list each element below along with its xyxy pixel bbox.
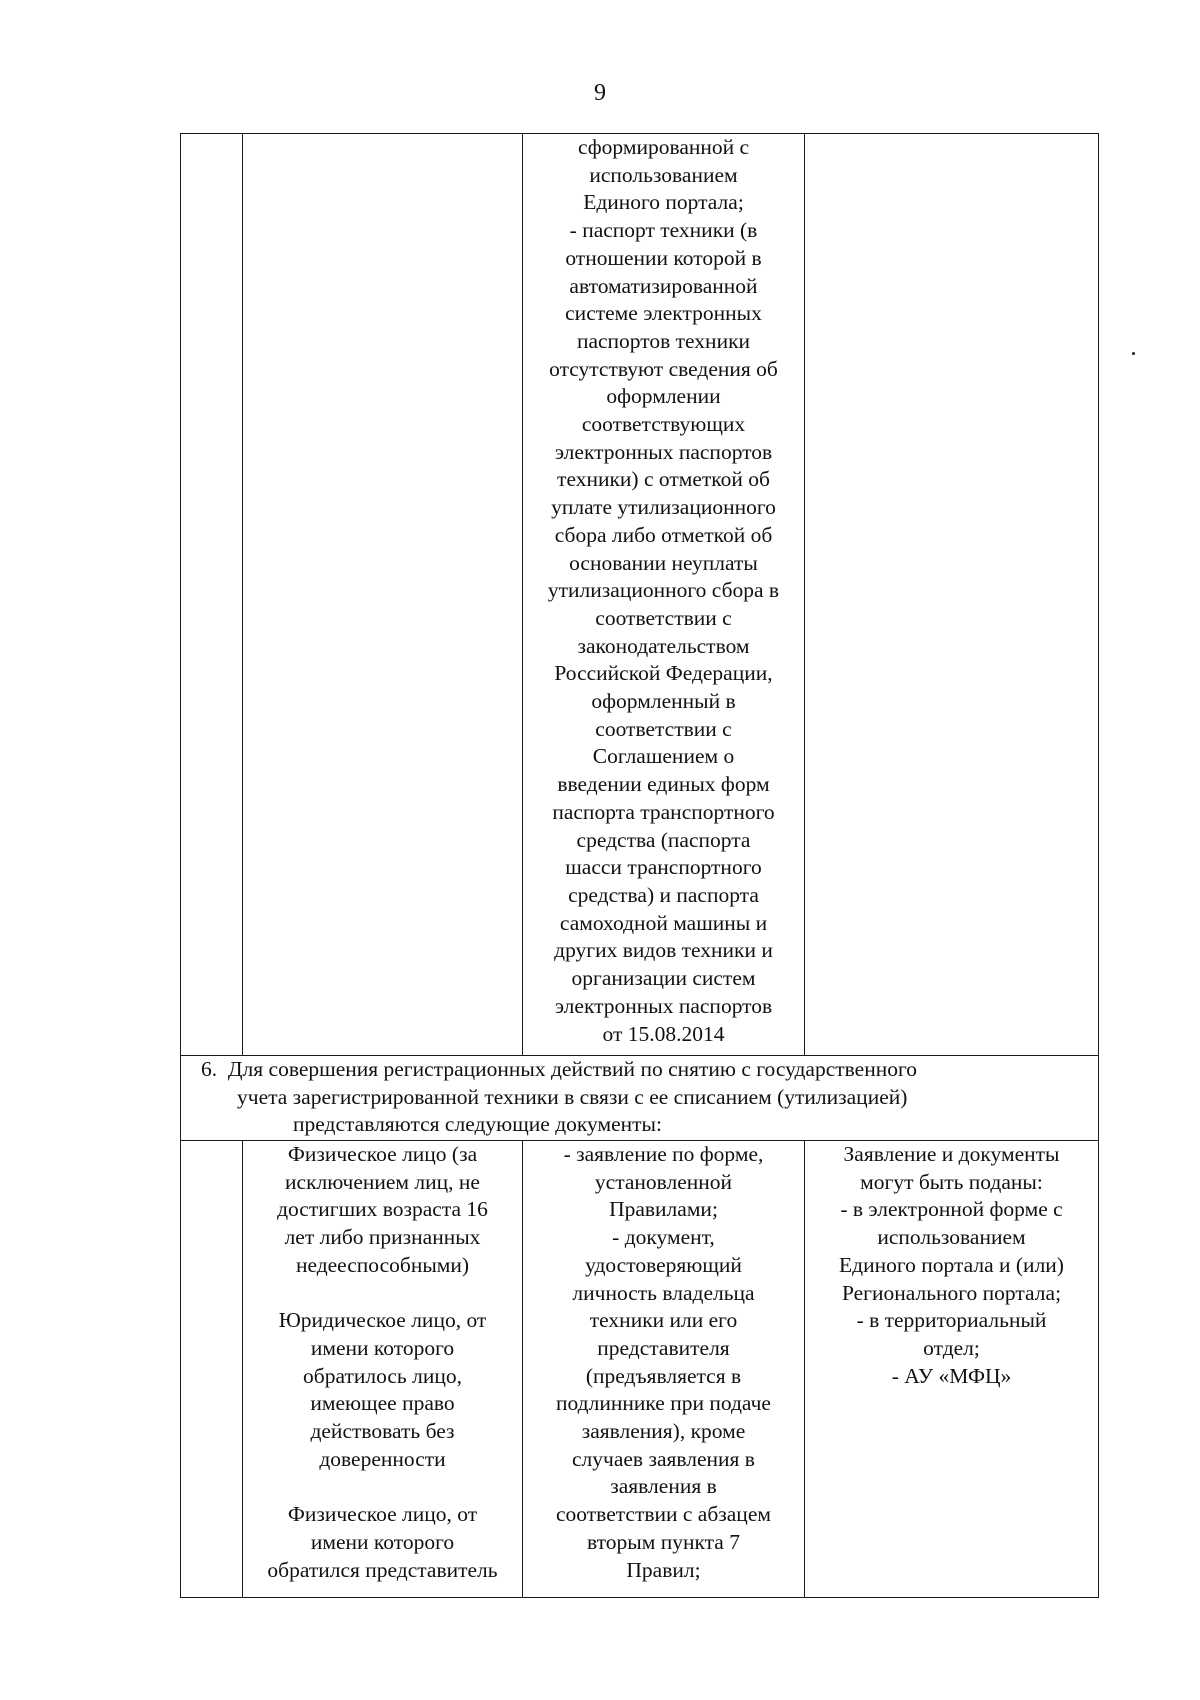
documents-text-line: самоходной машины и — [559, 910, 768, 935]
documents-text-line: от 15.08.2014 — [602, 1021, 725, 1046]
documents-text-line: введении единых форм — [557, 772, 770, 797]
documents-text-line: - документ, — [612, 1225, 715, 1250]
documents-text-line: соответствии с абзацем — [556, 1502, 771, 1527]
applicant-text-line: доверенности — [319, 1446, 446, 1471]
cell-submission-empty — [805, 134, 1099, 1056]
page-number: 9 — [594, 80, 606, 106]
applicant-text-line: действовать без — [310, 1419, 455, 1444]
submission-text-line: - в территориальный — [856, 1308, 1047, 1333]
documents-text-line: установленной — [594, 1169, 733, 1194]
cell-documents — [523, 1141, 805, 1598]
documents-text-line: паспорта транспортного — [552, 799, 775, 824]
applicant-text-line: обратилось лицо, — [303, 1363, 462, 1388]
documents-text-line: соответствующих — [581, 412, 746, 437]
documents-text-line: удостоверяющий — [585, 1252, 742, 1277]
documents-text-line: автоматизированной — [569, 273, 758, 298]
section-6-line-2: учета зарегистрированной техники в связи с ее списанием (утилизацией) — [237, 1084, 908, 1109]
documents-text-line: техники или его — [589, 1308, 738, 1333]
applicant-text-line: Юридическое лицо, от — [278, 1308, 487, 1333]
submission-text-line: Заявление и документы — [843, 1142, 1060, 1166]
table-row-continuation — [181, 134, 1099, 1056]
documents-text-line: паспортов техники — [576, 328, 751, 353]
paragraph-gap — [247, 1280, 518, 1308]
scan-speck — [1132, 352, 1135, 355]
applicant-text-line: имеющее право — [310, 1391, 455, 1416]
submission-text-line: отдел; — [923, 1335, 980, 1360]
documents-text-line: оформленный в — [591, 689, 736, 714]
documents-text-line: средства (паспорта — [576, 827, 751, 852]
submission-text-line: Единого портала и (или) — [839, 1252, 1064, 1277]
applicant-text-line: имени которого — [310, 1335, 455, 1360]
applicant-text-line: лет либо признанных — [284, 1225, 481, 1250]
submission-text-line: - в электронной форме с — [840, 1197, 1063, 1222]
document-table — [180, 133, 1099, 1598]
documents-text-line: Единого портала; — [583, 190, 744, 215]
section-6-number: 6. — [201, 1057, 218, 1081]
cell-number-empty-2 — [181, 1141, 243, 1598]
documents-text-line: соответствии с — [595, 716, 732, 741]
applicant-text-line: имени которого — [310, 1529, 455, 1554]
paragraph-gap — [247, 1473, 518, 1501]
documents-text-line: представителя — [597, 1335, 730, 1360]
cell-applicants — [243, 1141, 523, 1598]
cell-documents-continuation — [523, 134, 805, 1056]
documents-text-line: Российской Федерации, — [554, 661, 773, 686]
documents-text-line: Соглашением о — [592, 744, 735, 769]
documents-text-line: - заявление по форме, — [563, 1142, 764, 1166]
documents-text-line: отсутствуют сведения об — [549, 356, 778, 381]
documents-text-line: личность владельца — [572, 1280, 755, 1305]
cell-applicant-empty — [243, 134, 523, 1056]
documents-text-line: заявления в — [610, 1474, 717, 1499]
documents-text-line: основании неуплаты — [569, 550, 758, 575]
submission-text-line: Регионального портала; — [841, 1280, 1062, 1305]
documents-text-line: законодательством — [577, 633, 750, 658]
submission-text-line: использованием — [877, 1225, 1026, 1250]
section-6-line-3: представляются следующие документы: — [293, 1112, 662, 1137]
documents-text-line: вторым пункта 7 — [587, 1529, 740, 1554]
table-row-6-details — [181, 1141, 1099, 1598]
section-6-line-1 — [201, 1056, 1088, 1084]
documents-text-line: отношении которой в — [565, 245, 762, 270]
section-6-heading — [201, 1056, 1088, 1139]
documents-text-line: организации систем — [571, 966, 756, 991]
documents-text-line: системе электронных — [565, 301, 762, 326]
documents-text-line: соответствии с — [595, 605, 732, 630]
documents-text-line: оформлении — [606, 384, 721, 409]
applicant-text-line: обратился представитель — [267, 1557, 498, 1582]
submission-text-line: могут быть поданы: — [860, 1169, 1043, 1194]
documents-text-line: - паспорт техники (в — [569, 218, 758, 243]
documents-text-line: (предъявляется в — [585, 1363, 742, 1388]
section-6-text-1: Для совершения регистрационных действий по снятию с государственного — [227, 1057, 918, 1081]
documents-text-line: сформированной с — [577, 135, 750, 159]
applicant-text-line: Физическое лицо (за — [287, 1142, 478, 1166]
applicant-text-line: исключением лиц, не — [285, 1169, 480, 1194]
documents-text-line: случаев заявления в — [572, 1446, 755, 1471]
documents-text-line: средства) и паспорта — [568, 882, 759, 907]
documents-text-line: сбора либо отметкой об — [554, 522, 773, 547]
documents-text-line: других видов техники и — [554, 938, 773, 963]
cell-number-empty — [181, 134, 243, 1056]
documents-text-line: Правил; — [626, 1557, 701, 1582]
submission-text-line: - АУ «МФЦ» — [891, 1363, 1012, 1388]
applicant-text-line: недееспособными) — [295, 1252, 470, 1277]
documents-text-line: подлиннике при подаче — [556, 1391, 771, 1416]
documents-text-line: электронных паспортов — [554, 993, 773, 1018]
documents-text-line: электронных паспортов — [554, 439, 773, 464]
documents-text-line: заявления), кроме — [581, 1419, 746, 1444]
documents-text-line: техники) с отметкой об — [557, 467, 770, 492]
documents-text-line: Правилами; — [609, 1197, 718, 1222]
applicant-text-line: достигших возраста 16 — [277, 1197, 488, 1222]
section-6-heading-cell — [181, 1056, 1099, 1141]
documents-text-line: уплате утилизационного — [551, 495, 776, 520]
table-row-section-6 — [181, 1056, 1099, 1141]
applicant-text-line: Физическое лицо, от — [287, 1502, 478, 1527]
documents-text-line: шасси транспортного — [565, 855, 762, 880]
documents-text-line: использованием — [589, 162, 738, 187]
cell-submission — [805, 1141, 1099, 1598]
documents-text-line: утилизационного сбора в — [547, 578, 780, 603]
